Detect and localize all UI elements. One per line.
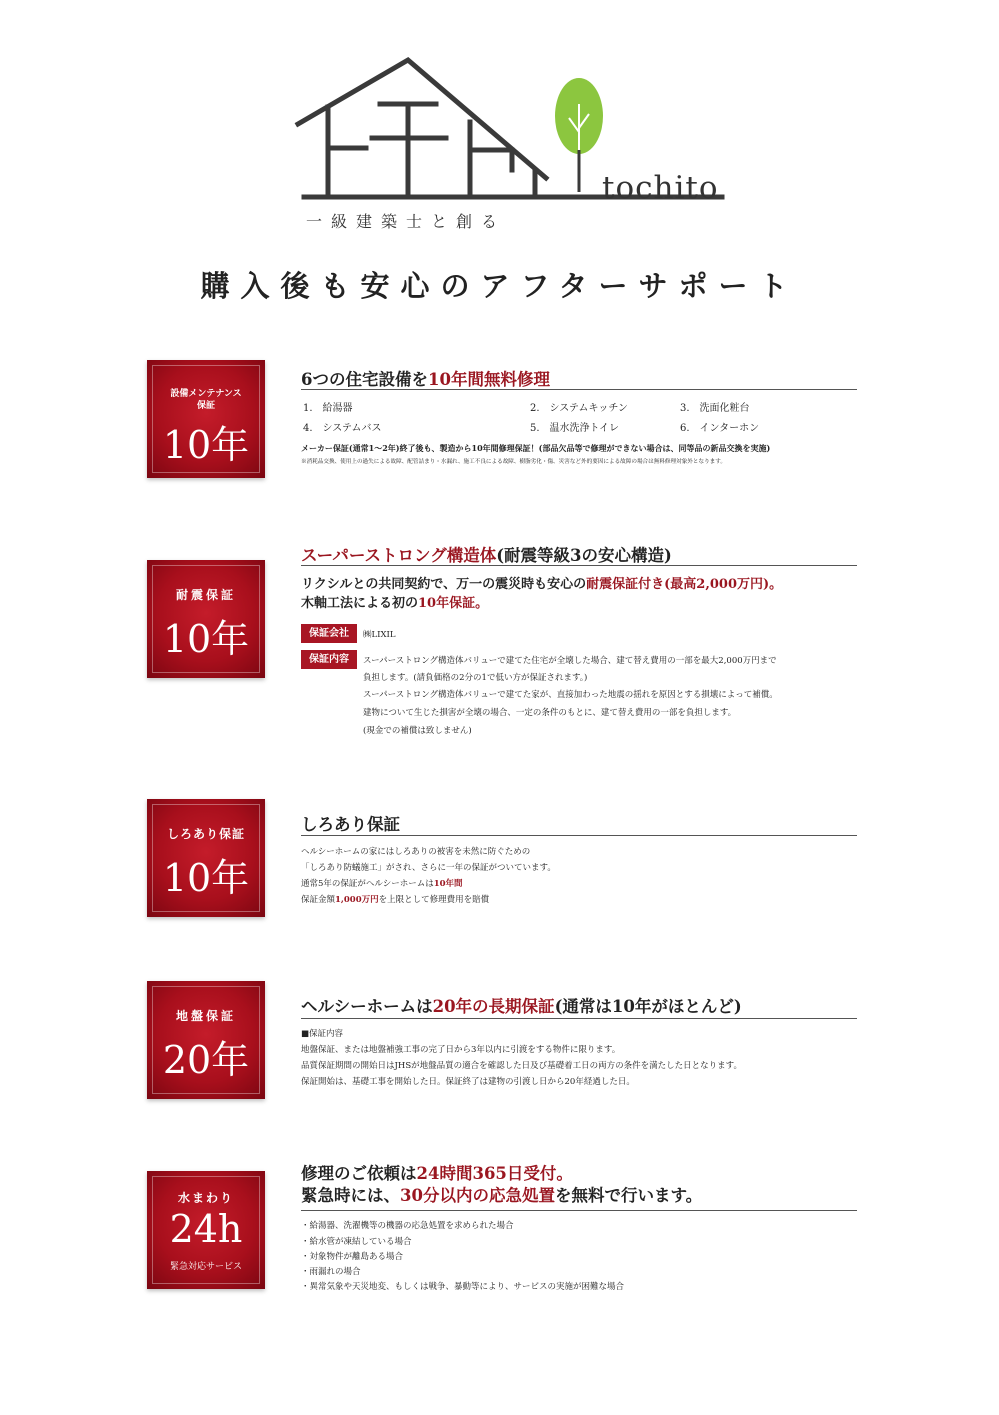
termite-line: 通常5年の保証がヘルシーホームは10年間 xyxy=(301,879,463,889)
equipment-item: 4. システムバス xyxy=(303,423,382,434)
company-label: 保証会社 xyxy=(301,624,357,643)
content-label: 保証内容 xyxy=(301,650,357,669)
badge-years: 24h xyxy=(169,1207,243,1251)
divider xyxy=(301,389,857,390)
ground-line: 品質保証期間の開始日はJHSが地盤品質の適合を確認した日及び基礎着工日の両方の条件を満たした日となります。 xyxy=(301,1061,742,1071)
equipment-item: 5. 温水洗浄トイレ xyxy=(530,423,620,434)
equipment-badge xyxy=(147,360,265,478)
ground-line: 地盤保証、または地盤補強工事の完了日から3年以内に引渡をする物件に限ります。 xyxy=(301,1045,621,1055)
badge-years: 20年 xyxy=(162,1038,250,1082)
badge-years: 10年 xyxy=(162,423,250,467)
equipment-title: 6つの住宅設備を10年間無料修理 xyxy=(301,370,550,389)
termite-badge xyxy=(147,799,265,917)
badge-subtitle: 緊急対応サービス xyxy=(169,1262,242,1272)
equipment-item: 3. 洗面化粧台 xyxy=(680,403,750,414)
water-item: ・給湯器、洗濯機等の機器の応急処置を求められた場合 xyxy=(301,1221,514,1231)
ground-line: 保証開始は、基礎工事を開始した日。保証終了は建物の引渡し日から20年経過した日。 xyxy=(301,1077,635,1087)
termite-line: ヘルシーホームの家にはしろありの被害を未然に防ぐための xyxy=(301,847,531,857)
divider xyxy=(301,1018,857,1019)
divider xyxy=(301,1210,857,1211)
termite-line: 「しろあり防蟻施工」がされ、さらに一年の保証がついています。 xyxy=(301,863,556,873)
water-item: ・雨漏れの場合 xyxy=(301,1267,361,1277)
equipment-note: メーカー保証(通常1〜2年)終了後も、製造から10年間修理保証！(部品欠品等で修理ができない場合は、同等品の新品交換を実施) xyxy=(301,443,771,453)
badge-category: 地盤保証 xyxy=(175,1009,236,1023)
tochito-logo xyxy=(290,52,730,242)
content-line: スーパーストロング構造体バリューで建てた家が、直接加わった地震の揺れを原因とする損壊によって補償。 xyxy=(363,690,778,700)
content-line: (現金での補償は致しません) xyxy=(363,726,472,736)
badge-category: しろあり保証 xyxy=(166,827,245,841)
ground-badge xyxy=(147,981,265,1099)
badge-years: 10年 xyxy=(162,856,250,900)
badge-category: 設備メンテナンス xyxy=(170,389,242,399)
ground-title: ヘルシーホームは20年の長期保証(通常は10年がほとんど) xyxy=(301,997,742,1016)
logo-wordmark: tochito xyxy=(602,170,719,206)
page-title: 購入後も安心のアフターサポート xyxy=(200,269,799,303)
water-item: ・対象物件が離島ある場合 xyxy=(301,1252,404,1262)
badge-years: 10年 xyxy=(162,617,250,661)
water-item: ・給水管が凍結している場合 xyxy=(301,1237,412,1247)
equipment-fine-print: ※消耗品交換、使用上の過失による故障、配管詰まり・水漏れ、施工不良による故障、樹脂劣化・傷、災害など外的要因による故障の場合は無料修理対象外となります。 xyxy=(301,459,727,465)
water-title: 修理のご依頼は24時間365日受付。 xyxy=(301,1164,573,1183)
termite-title: しろあり保証 xyxy=(301,815,400,834)
divider xyxy=(301,565,857,566)
water-item: ・異常気象や天災地変、もしくは戦争、暴動等により、サービスの実施が困難な場合 xyxy=(301,1282,625,1292)
water-badge xyxy=(147,1171,265,1289)
water-title: 緊急時には、30分以内の応急処置を無料で行います。 xyxy=(301,1186,703,1205)
badge-category: 水まわり xyxy=(177,1191,234,1205)
termite-line: 保証金額1,000万円を上限として修理費用を賠償 xyxy=(301,895,490,905)
earthquake-lead: リクシルとの共同契約で、万一の震災時も安心の耐震保証付き(最高2,000万円)。 xyxy=(301,577,783,592)
earthquake-lead: 木軸工法による初の10年保証。 xyxy=(301,596,489,611)
equipment-item: 6. インターホン xyxy=(680,423,760,434)
earthquake-title: スーパーストロング構造体(耐震等級3の安心構造) xyxy=(301,546,672,565)
divider xyxy=(301,835,857,836)
equipment-item: 2. システムキッチン xyxy=(530,403,628,414)
badge-category-sub: 保証 xyxy=(196,401,215,411)
logo-tagline: 一級建築士と創る xyxy=(306,212,507,231)
content-line: スーパーストロング構造体バリューで建てた住宅が全壊した場合、建て替え費用の一部を最大2,000万円まで xyxy=(363,656,777,666)
badge-category: 耐震保証 xyxy=(175,588,236,602)
ground-heading: ■保証内容 xyxy=(301,1029,344,1039)
content-line: 建物について生じた損害が全壊の場合、一定の条件のもとに、建て替え費用の一部を負担します。 xyxy=(363,708,737,718)
equipment-item: 1. 給湯器 xyxy=(303,403,353,414)
content-line: 負担します。(請負価格の2分の1で低い方が保証されます。) xyxy=(363,673,588,683)
company-value: ㈱LIXIL xyxy=(363,630,396,640)
earthquake-badge xyxy=(147,560,265,678)
